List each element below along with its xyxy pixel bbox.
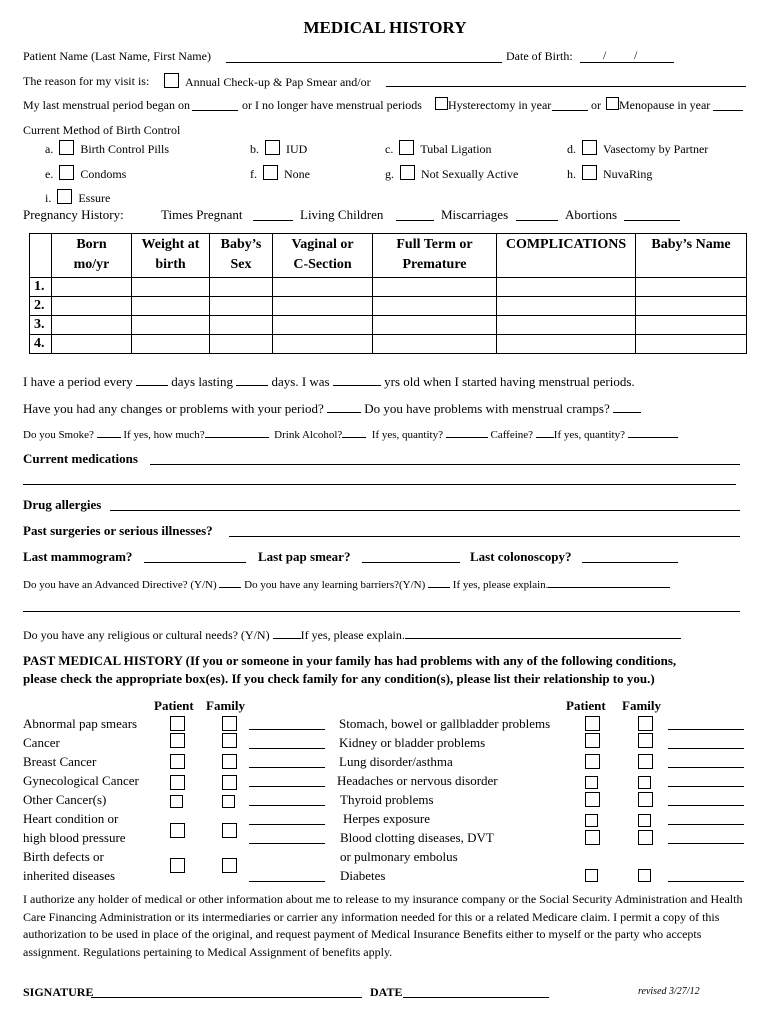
- table-cell[interactable]: [497, 297, 636, 316]
- pregnancy-table: [29, 233, 747, 354]
- breast-cancer-patient-checkbox[interactable]: [170, 754, 191, 772]
- nuvaring-checkbox[interactable]: [582, 165, 597, 180]
- date-label: DATE: [370, 985, 403, 999]
- lung-family-checkbox[interactable]: [638, 754, 659, 772]
- menarche-age-field[interactable]: [333, 373, 381, 386]
- pmh-right-label: Herpes exposure: [343, 811, 430, 826]
- cancer-patient-checkbox[interactable]: [170, 733, 191, 751]
- pmh-left-label: Birth defects or: [23, 849, 104, 864]
- table-cell[interactable]: [132, 278, 210, 297]
- drug-allergies-label: Drug allergies: [23, 497, 102, 512]
- right-patient-header: Patient: [566, 698, 606, 713]
- reason-label: The reason for my visit is:: [23, 74, 150, 88]
- condoms-checkbox[interactable]: [59, 165, 74, 180]
- reason-field[interactable]: [386, 86, 746, 87]
- headaches-family-checkbox[interactable]: [638, 775, 651, 793]
- table-cell[interactable]: [273, 335, 373, 354]
- religious-label: Do you have any religious or cultural needs? (Y/N): [23, 628, 270, 642]
- gyn-cancer-relation-field[interactable]: [249, 786, 325, 787]
- heart-condition-patient-checkbox[interactable]: [170, 823, 191, 841]
- last-mammogram-label: Last mammogram?: [23, 549, 133, 564]
- essure-checkbox[interactable]: [57, 189, 72, 204]
- bc-label: IUD: [286, 142, 308, 156]
- signature-label: SIGNATURE: [23, 985, 94, 999]
- lmp-field[interactable]: [192, 110, 238, 111]
- table-cell[interactable]: [132, 297, 210, 316]
- last-pap-field[interactable]: [362, 562, 460, 563]
- birth-defects-family-checkbox[interactable]: [222, 858, 243, 876]
- table-cell[interactable]: [273, 297, 373, 316]
- bc-option-e: [45, 165, 126, 182]
- authorization-text: I authorize any holder of medical or other information about me to release to my insurance company or the Social Security Administration and Health Care Financing Administration or its intermediaries or carrier any information needed for this or a related Medicare claim. I permit a copy of this authorization to be used in place of the original, and request payment of Medical Insurance Benefits either to myself or the party who accepts assignment. Regulations pertaining to Medical Assignment of benefits apply.: [23, 892, 743, 959]
- birth-defects-patient-checkbox[interactable]: [170, 858, 191, 876]
- bc-letter: c.: [385, 142, 394, 156]
- breast-cancer-family-checkbox[interactable]: [222, 754, 243, 772]
- bc-letter: e.: [45, 167, 54, 181]
- table-cell[interactable]: [373, 316, 497, 335]
- reason-annual-option: [164, 73, 371, 90]
- last-pap-label: Last pap smear?: [258, 549, 351, 564]
- gyn-cancer-family-checkbox[interactable]: [222, 775, 243, 793]
- revised-note: revised 3/27/12: [638, 986, 700, 997]
- blood-clotting-relation-field[interactable]: [668, 843, 744, 844]
- learning-barriers-field[interactable]: [428, 576, 450, 588]
- pmh-right-label: Thyroid problems: [340, 792, 434, 807]
- pmh-left-label: inherited diseases: [23, 868, 116, 883]
- hysterectomy-label: Hysterectomy in year: [448, 98, 552, 112]
- advanced-directive-row: [23, 576, 670, 591]
- current-medications-field-2[interactable]: [23, 484, 736, 485]
- pmh-right-label: Diabetes: [340, 868, 386, 883]
- abortions-label: Abortions: [565, 207, 617, 222]
- times-pregnant-label: Times Pregnant: [161, 207, 243, 222]
- pmh-heading-line1: PAST MEDICAL HISTORY (If you or someone in your family has had problems with any of the following conditions,: [23, 653, 677, 668]
- bc-option-g: [385, 165, 518, 182]
- bc-label: Condoms: [80, 167, 127, 181]
- column-header: Full Term or Premature: [373, 234, 497, 278]
- lung-relation-field[interactable]: [668, 767, 744, 768]
- table-cell[interactable]: [210, 297, 273, 316]
- bc-label: Not Sexually Active: [421, 167, 519, 181]
- table-cell[interactable]: [497, 316, 636, 335]
- table-cell[interactable]: [52, 335, 132, 354]
- alcohol-field[interactable]: [342, 426, 366, 438]
- habits-row: [23, 426, 678, 441]
- pregnancy-table-header: [30, 234, 747, 278]
- cramps-field[interactable]: [613, 400, 641, 413]
- bc-label: Essure: [78, 191, 111, 205]
- gyn-cancer-patient-checkbox[interactable]: [170, 775, 191, 793]
- abnormal-pap-relation-field[interactable]: [249, 729, 325, 730]
- birth-defects-relation-field[interactable]: [249, 881, 325, 882]
- pmh-left-label: Other Cancer(s): [23, 792, 107, 807]
- table-cell[interactable]: [636, 335, 747, 354]
- bc-letter: a.: [45, 142, 54, 156]
- alcohol-label: Drink Alcohol?: [274, 429, 343, 441]
- pmh-left-label: Cancer: [23, 735, 60, 750]
- bc-option-d: [567, 140, 708, 157]
- table-cell[interactable]: [497, 335, 636, 354]
- dob-field[interactable]: [580, 62, 674, 63]
- religious-field[interactable]: [273, 626, 301, 639]
- table-cell[interactable]: [210, 335, 273, 354]
- row-number: 2.: [30, 297, 52, 316]
- or-label: or: [591, 98, 601, 112]
- religious-explain-label: If yes, please explain.: [300, 628, 405, 642]
- table-row: [30, 316, 747, 335]
- period-every-label: I have a period every: [23, 374, 133, 389]
- other-cancer-patient-checkbox[interactable]: [170, 794, 183, 812]
- bc-label: Tubal Ligation: [420, 142, 492, 156]
- herpes-relation-field[interactable]: [668, 824, 744, 825]
- bc-option-c: [385, 140, 492, 157]
- headaches-patient-checkbox[interactable]: [585, 775, 598, 793]
- lmp-label: My last menstrual period began on: [23, 98, 190, 112]
- table-cell[interactable]: [210, 278, 273, 297]
- right-family-header: Family: [622, 698, 661, 713]
- stomach-relation-field[interactable]: [668, 729, 744, 730]
- bc-letter: i.: [45, 191, 52, 205]
- table-cell[interactable]: [210, 316, 273, 335]
- bc-label: Vasectomy by Partner: [603, 142, 709, 156]
- table-cell[interactable]: [132, 335, 210, 354]
- patient-name-label: Patient Name (Last Name, First Name): [23, 49, 211, 63]
- none-checkbox[interactable]: [263, 165, 278, 180]
- bc-letter: g.: [385, 167, 394, 181]
- smoke-qty-label: If yes, how much?: [123, 429, 205, 441]
- table-cell[interactable]: [636, 297, 747, 316]
- kidney-patient-checkbox[interactable]: [585, 733, 606, 751]
- iud-checkbox[interactable]: [265, 140, 280, 155]
- days-lasting-label: days lasting: [171, 374, 233, 389]
- cancer-family-checkbox[interactable]: [222, 733, 243, 751]
- thyroid-relation-field[interactable]: [668, 805, 744, 806]
- heart-condition-family-checkbox[interactable]: [222, 823, 243, 841]
- pmh-left-label: high blood pressure: [23, 830, 126, 845]
- birth-control-heading: Current Method of Birth Control: [23, 123, 181, 137]
- bc-option-a: [45, 140, 169, 157]
- column-header: Vaginal or C-Section: [273, 234, 373, 278]
- caffeine-qty-label: If yes, quantity?: [553, 429, 625, 441]
- table-cell[interactable]: [373, 335, 497, 354]
- caffeine-qty-field[interactable]: [628, 426, 678, 438]
- dob-label: Date of Birth:: [506, 49, 573, 63]
- left-family-header: Family: [206, 698, 245, 713]
- learning-barriers-label: Do you have any learning barriers?(Y/N): [244, 579, 426, 591]
- blood-clotting-family-checkbox[interactable]: [638, 830, 659, 848]
- caffeine-label: Caffeine?: [490, 429, 534, 441]
- pmh-right-label: Headaches or nervous disorder: [337, 773, 498, 788]
- bc-option-i: [45, 189, 110, 206]
- other-cancer-family-checkbox[interactable]: [222, 794, 235, 812]
- thyroid-family-checkbox[interactable]: [638, 792, 659, 810]
- diabetes-family-checkbox[interactable]: [638, 868, 651, 886]
- kidney-relation-field[interactable]: [668, 748, 744, 749]
- bc-letter: h.: [567, 167, 576, 181]
- table-cell[interactable]: [52, 316, 132, 335]
- period-changes-label: Have you had any changes or problems with your period?: [23, 401, 324, 416]
- stomach-patient-checkbox[interactable]: [585, 716, 606, 734]
- explain-field-2[interactable]: [23, 611, 740, 612]
- table-row: [30, 278, 747, 297]
- thyroid-patient-checkbox[interactable]: [585, 792, 606, 810]
- table-row: [30, 335, 747, 354]
- current-medications-label: Current medications: [23, 451, 138, 466]
- bc-option-f: [250, 165, 310, 182]
- living-children-label: Living Children: [300, 207, 384, 222]
- heart-condition-relation-field[interactable]: [249, 824, 325, 825]
- pmh-left-label: Gynecological Cancer: [23, 773, 139, 788]
- column-header: COMPLICATIONS: [497, 234, 636, 278]
- last-colonoscopy-label: Last colonoscopy?: [470, 549, 572, 564]
- menopause-label: Menopause in year: [619, 98, 711, 112]
- hysterectomy-option: [435, 97, 551, 113]
- past-surgeries-label: Past surgeries or serious illnesses?: [23, 523, 213, 538]
- past-surgeries-field[interactable]: [229, 536, 740, 537]
- days-i-was-label: days. I was: [271, 374, 330, 389]
- row-number: 1.: [30, 278, 52, 297]
- kidney-family-checkbox[interactable]: [638, 733, 659, 751]
- pmh-left-label: Heart condition or: [23, 811, 119, 826]
- table-cell[interactable]: [273, 278, 373, 297]
- hysterectomy-year-field[interactable]: [552, 110, 588, 111]
- current-medications-field[interactable]: [150, 464, 740, 465]
- vasectomy-checkbox[interactable]: [582, 140, 597, 155]
- period-every-field[interactable]: [136, 373, 168, 386]
- breast-cancer-relation-field[interactable]: [249, 767, 325, 768]
- herpes-family-checkbox[interactable]: [638, 813, 651, 831]
- pmh-right-label: Blood clotting diseases, DVT: [340, 830, 494, 845]
- table-cell[interactable]: [132, 316, 210, 335]
- period-changes-field[interactable]: [327, 400, 361, 413]
- annual-checkup-label: Annual Check-up & Pap Smear and/or: [185, 75, 371, 89]
- annual-checkup-checkbox[interactable]: [164, 73, 179, 88]
- alcohol-qty-field[interactable]: [446, 426, 488, 438]
- explain-field[interactable]: [548, 576, 670, 588]
- cancer-relation-field[interactable]: [249, 748, 325, 749]
- other-cancer-relation-field[interactable]: [249, 805, 325, 806]
- diabetes-patient-checkbox[interactable]: [585, 868, 598, 886]
- birth-control-pills-checkbox[interactable]: [59, 140, 74, 155]
- column-header: Baby’s Sex: [210, 234, 273, 278]
- table-cell[interactable]: [373, 278, 497, 297]
- high-bp-relation-field[interactable]: [249, 843, 325, 844]
- bc-label: Birth Control Pills: [80, 142, 170, 156]
- column-header: Baby’s Name: [636, 234, 747, 278]
- herpes-patient-checkbox[interactable]: [585, 813, 598, 831]
- abnormal-pap-family-checkbox[interactable]: [222, 716, 243, 734]
- column-header: Weight at birth: [132, 234, 210, 278]
- menarche-label: yrs old when I started having menstrual periods.: [384, 374, 635, 389]
- table-cell[interactable]: [273, 316, 373, 335]
- menopause-year-field[interactable]: [713, 110, 743, 111]
- miscarriages-label: Miscarriages: [441, 207, 509, 222]
- no-periods-label: or I no longer have menstrual periods: [242, 98, 422, 112]
- smoke-field[interactable]: [97, 426, 121, 438]
- smoke-qty-field[interactable]: [205, 426, 269, 438]
- date-field[interactable]: [403, 997, 549, 998]
- bc-label: None: [284, 167, 310, 181]
- pregnancy-label: Pregnancy History:: [23, 207, 124, 222]
- left-patient-header: Patient: [154, 698, 194, 713]
- diabetes-relation-field[interactable]: [668, 881, 744, 882]
- pmh-left-label: Abnormal pap smears: [23, 716, 138, 731]
- table-cell[interactable]: [636, 316, 747, 335]
- not-sexually-active-checkbox[interactable]: [400, 165, 415, 180]
- tubal-ligation-checkbox[interactable]: [399, 140, 414, 155]
- row-number-header: [30, 234, 52, 278]
- blood-clotting-patient-checkbox[interactable]: [585, 830, 606, 848]
- bc-letter: d.: [567, 142, 576, 156]
- days-lasting-field[interactable]: [236, 373, 268, 386]
- religious-row: [23, 626, 681, 643]
- pmh-heading-line2: please check the appropriate box(es). If you check family for any condition(s), please list their relationship to you.): [23, 671, 655, 686]
- pmh-right-label: Kidney or bladder problems: [339, 735, 486, 750]
- menopause-option: [606, 97, 710, 113]
- row-number: 4.: [30, 335, 52, 354]
- hysterectomy-checkbox[interactable]: [435, 97, 448, 110]
- advanced-directive-field[interactable]: [219, 576, 241, 588]
- pmh-left-label: Breast Cancer: [23, 754, 97, 769]
- smoke-label: Do you Smoke?: [23, 429, 94, 441]
- signature-field[interactable]: [91, 997, 362, 998]
- pmh-right-label: Stomach, bowel or gallbladder problems: [339, 716, 551, 731]
- last-colonoscopy-field[interactable]: [582, 562, 678, 563]
- religious-explain-field[interactable]: [405, 626, 681, 639]
- period-question-2: [23, 400, 641, 417]
- explain-label: If yes, please explain.: [452, 579, 549, 591]
- table-cell[interactable]: [52, 297, 132, 316]
- living-children-field[interactable]: [396, 220, 434, 221]
- caffeine-field[interactable]: [536, 426, 554, 438]
- alcohol-qty-label: If yes, quantity?: [371, 429, 443, 441]
- advanced-directive-label: Do you have an Advanced Directive? (Y/N): [23, 579, 217, 591]
- cramps-label: Do you have problems with menstrual cramps?: [364, 401, 610, 416]
- bc-letter: b.: [250, 142, 259, 156]
- times-pregnant-field[interactable]: [253, 220, 293, 221]
- row-number: 3.: [30, 316, 52, 335]
- dob-slash-1: /: [603, 48, 607, 62]
- patient-name-field[interactable]: [226, 62, 502, 63]
- pmh-right-label: Lung disorder/asthma: [339, 754, 453, 769]
- bc-option-b: [250, 140, 307, 157]
- table-cell[interactable]: [636, 278, 747, 297]
- table-cell[interactable]: [497, 278, 636, 297]
- abortions-field[interactable]: [624, 220, 680, 221]
- menopause-checkbox[interactable]: [606, 97, 619, 110]
- lung-patient-checkbox[interactable]: [585, 754, 606, 772]
- abnormal-pap-patient-checkbox[interactable]: [170, 716, 191, 734]
- table-row: [30, 297, 747, 316]
- column-header: Born mo/yr: [52, 234, 132, 278]
- bc-label: NuvaRing: [603, 167, 653, 181]
- dob-slash-2: /: [634, 48, 638, 62]
- last-mammogram-field[interactable]: [144, 562, 246, 563]
- pmh-right-label: or pulmonary embolus: [340, 849, 458, 864]
- bc-option-h: [567, 165, 652, 182]
- period-question-1: [23, 373, 635, 390]
- stomach-family-checkbox[interactable]: [638, 716, 659, 734]
- bc-letter: f.: [250, 167, 257, 181]
- table-cell[interactable]: [52, 278, 132, 297]
- page-title: MEDICAL HISTORY: [303, 18, 467, 37]
- miscarriages-field[interactable]: [516, 220, 558, 221]
- drug-allergies-field[interactable]: [110, 510, 740, 511]
- table-cell[interactable]: [373, 297, 497, 316]
- headaches-relation-field[interactable]: [668, 786, 744, 787]
